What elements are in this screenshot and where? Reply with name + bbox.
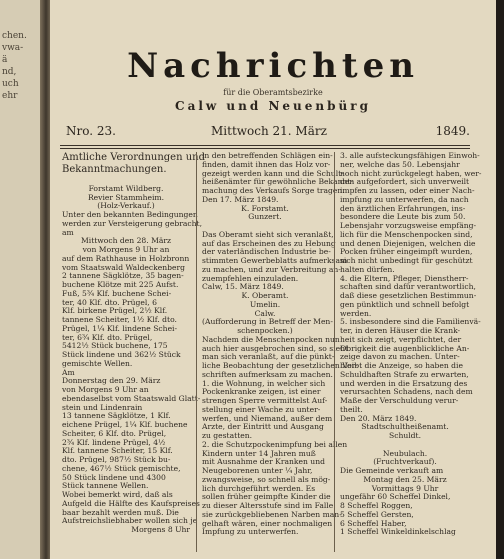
text-line: 2. die Schutzpockenimpfung bei allen	[202, 439, 348, 449]
text-line: sich nicht unbedingt für geschützt	[340, 256, 473, 265]
text-line: Fuß, 5¾ Klf. buchene Schei-	[62, 288, 172, 298]
page-edge-shadow	[496, 0, 504, 559]
header-rule-thin	[60, 148, 470, 149]
text-line: 13 tannene Sägklötze, 1 Klf.	[62, 411, 171, 421]
text-line: mit Ausnahme der Kranken und	[202, 457, 325, 467]
issue-year: 1849.	[435, 124, 470, 138]
text-line: werfen, und Niemand, außer dem	[202, 413, 333, 423]
text-line: 5. insbesondere sind die Familienvä-	[340, 317, 481, 327]
text-line: Stadtschultheißenamt.	[361, 422, 449, 432]
text-line: Den 20. März 1849.	[340, 413, 417, 423]
fragment-line: nd,	[2, 67, 17, 77]
text-line: finden, damit ihnen das Holz vor-	[202, 159, 331, 169]
text-line: Aufstreichsliebhaber wollen sich je	[62, 516, 198, 526]
text-line: zu machen, und zur Verbreitung an-	[202, 264, 341, 274]
text-line: Bekanntmachungen.	[62, 164, 167, 175]
text-line: buchene Klötze mit 225 Aufst.	[62, 280, 179, 289]
text-line: 1 Scheffel Winkeldinkelschlag	[340, 527, 456, 537]
text-line: heißenämter für gewöhnliche Bekannt-	[202, 177, 354, 187]
text-line: am	[62, 227, 74, 237]
text-line: gen pünktlich und schnell befolgt	[340, 299, 470, 309]
text-line: Impfung zu unterwerfen.	[202, 527, 299, 537]
text-line: Die Gemeinde verkauft am	[340, 466, 444, 475]
fragment-line: ehr	[2, 91, 18, 101]
text-line: zuempfehlen einzuladen.	[202, 273, 299, 283]
text-line: von Morgens 9 Uhr an	[62, 385, 149, 394]
text-line: 3. alle aufsteckungsfähigen Einwoh-	[340, 151, 480, 160]
text-line: vom Staatswald Waldeckenberg	[62, 262, 186, 272]
text-line: Forstamt Wildberg.	[88, 183, 164, 193]
text-line: Lebensjahr vorzugsweise empfäng-	[340, 221, 477, 230]
text-line: Montag den 25. März	[363, 474, 447, 484]
column-divider	[196, 152, 197, 552]
text-line: der vaterländischen Industrie be-	[202, 247, 331, 257]
text-line: Arzte, der Eintritt und Ausgang	[202, 422, 324, 432]
text-line: Mittwoch den 28. März	[80, 236, 172, 246]
text-line: Stück tannene Wellen.	[62, 481, 149, 491]
text-line: Scheiter, 6 Klf. dto. Prügel,	[62, 428, 167, 438]
text-line: auf das Erscheinen des zu Hebung	[202, 238, 336, 248]
text-line: verursachten Schadens, nach dem	[340, 387, 473, 397]
text-line: Umelin.	[249, 299, 281, 309]
text-line: den aufgefordert, sich unverweilt	[340, 177, 470, 187]
text-line: Amtliche Verordnungen und	[62, 152, 206, 163]
text-line: auch hier ausgebrochen sind, so sieht	[202, 343, 349, 353]
text-line: chene, 467½ Stück gemischte,	[62, 463, 181, 473]
text-line: 2¾ Klf. lindene Prügel, 4½	[62, 437, 166, 447]
text-line: schenpocken.)	[237, 326, 293, 335]
text-line: bleibt die Anzeige, so haben die	[340, 361, 463, 370]
text-line: Obrigkeit die augenblickliche An-	[340, 343, 470, 353]
text-line: den ärztlichen Erfahrungen, ins-	[340, 203, 466, 213]
text-line: Am	[62, 367, 75, 377]
text-line: halten dürfen.	[340, 264, 395, 274]
text-line: Unter den bekannten Bedingungen	[62, 210, 198, 219]
text-line: Das Oberamt sieht sich veranlaßt,	[202, 229, 334, 239]
text-line: ner, welche das 50. Lebensjahr	[340, 159, 460, 169]
text-line: Vormittags 9 Uhr	[371, 483, 439, 493]
text-line: ungefähr 60 Scheffel Dinkel,	[340, 492, 451, 502]
text-line: Schuldt.	[389, 431, 421, 440]
text-line: Calw, 15. März 1849.	[202, 282, 284, 292]
text-line: (Fruchtverkauf).	[373, 457, 437, 467]
text-line: und werden in die Ersatzung des	[340, 378, 468, 388]
text-line: stimmten Gewerbeblatts aufmerksam	[202, 256, 348, 265]
text-line: impfung zu unterwerfen, da nach	[340, 194, 469, 204]
text-line: Stück lindene und 362½ Stück	[62, 350, 181, 359]
text-line: (Aufforderung in Betreff der Men-	[202, 317, 333, 327]
text-line: Morgens 8 Uhr	[131, 525, 190, 534]
text-line: zeige davon zu machen. Unter-	[340, 352, 460, 362]
text-line: eichene Prügel, 1¼ Klf. buchene	[62, 420, 188, 429]
previous-page-edge	[0, 0, 40, 559]
text-line: 4. die Eltern, Pfleger, Dienstherr-	[340, 273, 469, 283]
text-line: stein und Lindenrain	[62, 402, 143, 412]
text-line: 1. die Wohnung, in welcher sich	[202, 378, 326, 388]
text-line: Klf. birkene Prügel, 2½ Klf.	[62, 306, 168, 316]
fragment-line: vwa-	[2, 43, 24, 53]
text-line: K. Oberamt.	[241, 291, 289, 300]
book-gutter	[40, 0, 50, 559]
column-3	[340, 151, 482, 556]
text-line: auf dem Rathhause in Holzbronn	[62, 253, 190, 263]
text-line: ter, 6¾ Klf. dto. Prügel,	[62, 332, 153, 342]
text-line: werden.	[340, 308, 372, 318]
text-line: theilt.	[340, 404, 363, 414]
text-line: tannene Scheiter, 1½ Klf. dto.	[62, 315, 177, 324]
text-line: 50 Stück lindene und 4300	[62, 472, 166, 482]
previous-page-fragments	[0, 30, 40, 102]
fragment-line: ä	[2, 55, 8, 65]
text-line: lich durchgeführt werden. Es	[202, 483, 316, 493]
text-line: ter, in deren Häuser die Krank-	[340, 326, 461, 335]
text-line: Calw.	[254, 308, 276, 318]
text-line: gezeigt werden kann und die Schult-	[202, 168, 344, 178]
text-line: heit sich zeigt, verpflichtet, der	[340, 334, 462, 344]
text-line: zu dieser Altersstufe sind im Falle	[202, 501, 334, 510]
text-line: Neugeborenen unter ¼ Jahr,	[202, 466, 313, 475]
text-line: besondere die Leute bis zum 50.	[340, 212, 466, 222]
text-line: lich für die Menschenpocken sind,	[340, 229, 473, 239]
issue-number: Nro. 23.	[66, 124, 116, 138]
text-line: dto. Prügel, 987½ Stück bu-	[62, 455, 171, 464]
text-line: zu gestatten.	[202, 431, 253, 440]
column-1	[62, 152, 206, 556]
text-line: zwangsweise, so schnell als mög-	[202, 474, 331, 484]
text-line: Wobei bemerkt wird, daß als	[62, 490, 173, 499]
text-line: 2 tannene Sägklötze, 35 bagen-	[62, 271, 184, 281]
text-line: Kindern unter 14 Jahren muß	[202, 448, 316, 458]
text-line: impfen zu lassen, oder einer Nach-	[340, 186, 475, 195]
text-line: und denen Diejenigen, welchen die	[340, 238, 476, 248]
text-line: werden zur Versteigerung gebracht,	[62, 218, 203, 228]
text-line: schriften aufmerksam zu machen.	[202, 369, 333, 379]
text-line: 6 Scheffel Haber,	[340, 518, 407, 528]
text-line: Pocken früher eingeimpft wurden,	[340, 247, 473, 257]
text-line: sollen früher geimpfte Kinder die	[202, 492, 331, 502]
text-line: ebendaselbst vom Staatswald Glatt-	[62, 393, 201, 403]
text-line: Den 17. März 1849.	[202, 194, 279, 204]
fragment-line: uch	[2, 79, 19, 89]
issue-line	[66, 124, 470, 142]
masthead-districts: Calw und Neuenbürg	[175, 99, 371, 113]
text-line: sie zurückgebliebenen Narben man-	[202, 509, 342, 519]
text-line: ter, 40 Klf. dto. Prügel, 6	[62, 297, 157, 307]
text-line: liche Beobachtung der gesetzlichen Vor-	[202, 361, 358, 370]
text-line: baar bezahlt werden muß. Die	[62, 507, 179, 517]
issue-date: Mittwoch 21. März	[211, 124, 327, 138]
text-line: stellung einer Wache zu unter-	[202, 404, 321, 414]
text-line: 8 Scheffel Roggen,	[340, 501, 413, 510]
text-line: Klf. tannene Scheiter, 15 Klf.	[62, 446, 173, 456]
text-line: Gunzert.	[248, 212, 282, 222]
header-rule	[60, 145, 470, 146]
text-line: K. Forstamt.	[241, 203, 289, 213]
masthead-title: Nachrichten	[127, 46, 419, 86]
text-line: Neubulach.	[382, 448, 428, 458]
newspaper-page	[50, 0, 496, 559]
text-line: gemischte Wellen.	[62, 358, 133, 368]
text-line: von Morgens 9 Uhr an	[82, 245, 170, 254]
masthead-subtitle: für die Oberamtsbezirke	[223, 88, 323, 97]
text-line: Aufgeld die Hälfte des Kaufspreises	[62, 498, 200, 508]
text-line: noch nicht zurückgelegt haben, wer-	[340, 168, 482, 178]
text-line: Prügel, 1¼ Klf. lindene Schei-	[62, 323, 178, 333]
text-line: strengen Sperre vermittelst Auf-	[202, 396, 328, 405]
text-line: Nachdem die Menschenpocken nun	[202, 334, 340, 344]
text-line: Pockenkranke zeigen, ist einer	[202, 387, 321, 397]
text-line: in den betreffenden Schlägen ein-	[202, 151, 333, 160]
text-line: Maße der Verschuldung verur-	[340, 396, 459, 405]
text-line: (Holz-Verkauf.)	[97, 201, 155, 211]
text-line: Revier Stammheim.	[87, 192, 165, 202]
text-line: daß diese gesetzlichen Bestimmun-	[340, 291, 477, 300]
text-line: gelhaft wären, einer nochmaligen	[202, 518, 333, 528]
text-line: man sich veranlaßt, auf die pünkt-	[202, 352, 335, 362]
fragment-line: chen.	[2, 31, 27, 41]
column-divider	[334, 152, 335, 552]
text-line: schaften sind dafür verantwortlich,	[340, 282, 476, 292]
text-line: Donnerstag den 29. März	[62, 376, 161, 386]
text-line: machung des Verkaufs Sorge tragen.	[202, 186, 345, 195]
text-line: Schuldhaften Strafe zu erwarten,	[340, 369, 469, 379]
text-line: 5412½ Stück buchene, 175	[62, 341, 168, 351]
text-line: 5 Scheffel Gersten,	[340, 509, 414, 519]
